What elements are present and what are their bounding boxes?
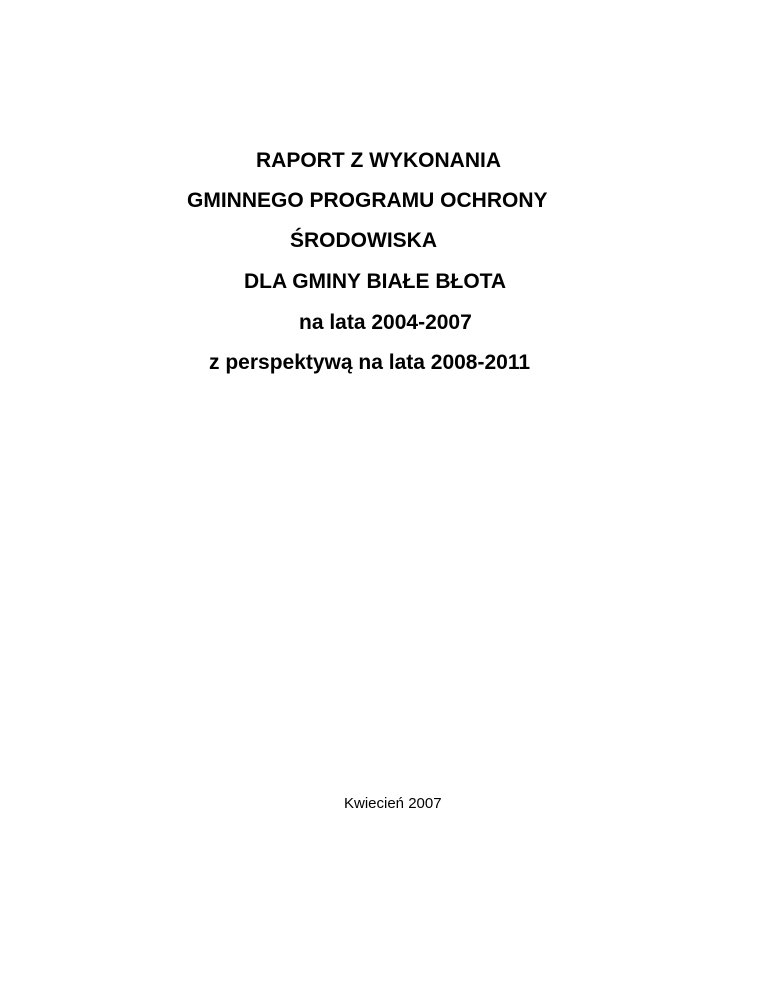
title-line-3: ŚRODOWISKA [290, 229, 437, 252]
document-date: Kwiecień 2007 [344, 795, 442, 812]
title-line-6: z perspektywą na lata 2008-2011 [209, 351, 531, 374]
title-line-4: DLA GMINY BIAŁE BŁOTA [244, 270, 507, 293]
title-line-5: na lata 2004-2007 [299, 311, 472, 334]
title-line-2: GMINNEGO PROGRAMU OCHRONY [187, 189, 548, 212]
title-line-1: RAPORT Z WYKONANIA [256, 149, 501, 172]
